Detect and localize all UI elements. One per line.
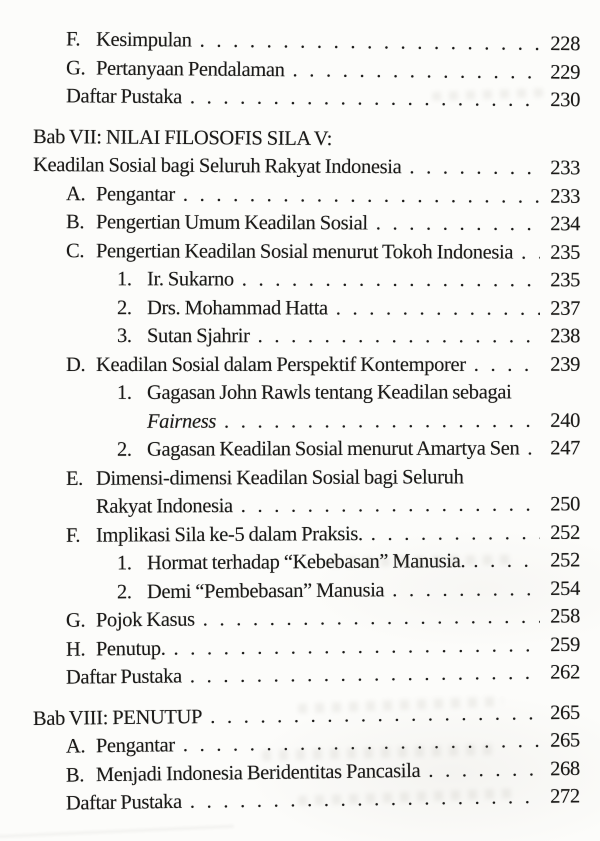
page-number: 234 <box>550 213 581 236</box>
toc-entry-label: B. <box>65 763 85 787</box>
dot-leader <box>527 437 540 460</box>
page-number: 235 <box>550 269 581 292</box>
dot-leader <box>473 550 540 573</box>
toc-entry-text: Penutup. <box>95 637 166 660</box>
toc-entry-text: Pojok Kasus <box>95 608 195 632</box>
toc-entry-text: Fairness <box>146 410 216 433</box>
page-number: 265 <box>550 729 581 752</box>
toc-entry-text: Bab VIII: PENUTUP <box>32 705 203 730</box>
toc-entry-text: Pengertian Umum Keadilan Sosial <box>95 211 368 235</box>
page-number: 228 <box>550 32 581 56</box>
toc-entry-label: A. <box>65 182 86 205</box>
dot-leader <box>241 494 540 518</box>
dot-leader <box>200 30 541 56</box>
dot-leader <box>336 297 540 320</box>
toc-entry-text: Pengertian Keadilan Sosial menurut Tokoh Indonesia <box>95 239 514 264</box>
dot-leader <box>428 758 540 782</box>
toc-entry-label: G. <box>65 56 86 79</box>
page-number: 250 <box>550 493 581 516</box>
toc-entry-label: D. <box>65 353 86 376</box>
toc-entry <box>33 661 580 695</box>
page-number: 233 <box>550 185 581 208</box>
page-number: 247 <box>550 437 581 460</box>
toc-entry-text: Drs. Mohammad Hatta <box>146 296 328 319</box>
dot-leader <box>409 156 540 180</box>
toc-entry-text: Daftar Pustaka <box>65 665 182 689</box>
toc-entry-text: Bab VII: NILAI FILOSOFIS SILA V: <box>32 125 333 150</box>
dot-leader <box>173 634 540 660</box>
page-number: 258 <box>550 605 581 628</box>
page-number: 229 <box>550 60 581 84</box>
toc-entry-text: Demi “Pembebasan” Manusia <box>146 578 385 603</box>
toc-entry-label: 1. <box>116 552 132 575</box>
toc-entry-text: Keadilan Sosial dalam Perspektif Kontemporer <box>95 353 466 376</box>
toc-entry-text: Hormat terhadap “Kebebasan” Manusia. <box>146 550 466 575</box>
toc-entry-label: 2. <box>116 580 132 603</box>
dot-leader <box>258 325 540 348</box>
toc-entry <box>33 154 580 186</box>
dot-leader <box>183 730 540 757</box>
page-number: 238 <box>550 325 581 348</box>
toc-entry-label: C. <box>65 239 85 262</box>
dot-leader <box>224 409 540 433</box>
toc-entry-text: Pertanyaan Pendalaman <box>95 57 285 81</box>
dot-leader <box>183 183 540 208</box>
toc-entry-text: Kesimpulan <box>95 28 192 52</box>
page-number: 235 <box>550 241 581 264</box>
page-number: 252 <box>550 549 581 572</box>
dot-leader <box>190 86 540 112</box>
toc-entry-label: 3. <box>116 325 132 348</box>
toc-entry-text: Dimensi-dimensi Keadilan Sosial bagi Seluruh <box>95 465 464 490</box>
dot-leader <box>190 662 540 689</box>
toc-entry <box>33 465 580 496</box>
toc-entry <box>33 325 580 354</box>
toc-entry-text: Pengantar <box>95 734 175 758</box>
toc-entry-text: Gagasan Keadilan Sosial menurut Amartya Sen <box>146 437 520 461</box>
page-number: 262 <box>550 661 581 684</box>
toc-entry-label: 1. <box>116 381 132 404</box>
toc-entry <box>33 126 580 158</box>
toc-entry-label: E. <box>65 467 83 490</box>
toc-entry <box>33 28 580 62</box>
toc-entry-text: Menjadi Indonesia Beridentitas Pancasila <box>95 759 421 786</box>
dot-leader <box>210 702 540 729</box>
page-number: 254 <box>550 577 581 600</box>
toc-entry <box>33 268 580 298</box>
toc-entry-label: B. <box>65 211 85 234</box>
toc-entry <box>33 240 580 270</box>
toc-entry-text: Pengantar <box>95 182 175 206</box>
toc-entry <box>33 493 580 524</box>
dot-leader <box>203 606 540 632</box>
toc-entry-text: Gagasan John Rawls tentang Keadilan sebagai <box>146 381 512 404</box>
toc-entry-label: 2. <box>116 438 132 461</box>
toc-entry-label: F. <box>65 524 81 547</box>
page-number: 268 <box>550 757 581 780</box>
toc-entry-text: Daftar Pustaka <box>65 790 182 815</box>
page-number: 259 <box>550 633 581 656</box>
toc-entry-label: H. <box>65 638 86 661</box>
page-number: 252 <box>550 521 581 544</box>
dot-leader <box>521 241 540 264</box>
toc-entry <box>33 409 580 439</box>
toc-entry-label: G. <box>65 609 86 632</box>
dot-leader <box>474 353 540 376</box>
dot-leader <box>392 578 540 602</box>
toc-entry-text: Daftar Pustaka <box>65 85 182 109</box>
toc-entry <box>33 183 580 214</box>
page-number: 239 <box>550 353 581 376</box>
toc-entry-label: 1. <box>116 268 132 291</box>
toc-entry <box>33 549 580 581</box>
toc-entry <box>33 211 580 242</box>
toc-entry-label: 2. <box>116 296 132 319</box>
toc-entry-text: Ir. Sukarno <box>146 268 234 291</box>
toc-entry <box>33 353 580 382</box>
toc-entry-label: F. <box>65 28 81 51</box>
toc-entry-text: Implikasi Sila ke-5 dalam Praksis. <box>95 522 363 547</box>
dot-leader <box>292 59 540 84</box>
toc-entry <box>33 297 580 326</box>
page-number: 230 <box>550 89 581 112</box>
toc-entry <box>33 437 580 467</box>
dot-leader <box>242 268 540 292</box>
toc-entry-label: A. <box>65 735 86 758</box>
toc-entry-text: Sutan Sjahrir <box>146 325 250 348</box>
toc-entry <box>33 605 580 638</box>
toc-entry <box>33 85 580 118</box>
dot-leader <box>371 522 540 546</box>
scan-edge-artifact <box>0 825 234 838</box>
dot-leader <box>190 786 540 814</box>
page-number: 272 <box>550 785 581 808</box>
toc-entry-text: Rakyat Indonesia <box>95 495 233 518</box>
page-number: 265 <box>550 701 581 724</box>
toc-entry-text: Keadilan Sosial bagi Seluruh Rakyat Indonesia <box>32 154 402 179</box>
toc-entry <box>33 521 580 553</box>
page-number: 237 <box>550 297 581 320</box>
page-number: 240 <box>550 409 581 432</box>
table-of-contents <box>33 28 580 822</box>
dot-leader <box>376 212 540 236</box>
page-number: 233 <box>550 157 581 180</box>
toc-entry <box>33 381 580 410</box>
